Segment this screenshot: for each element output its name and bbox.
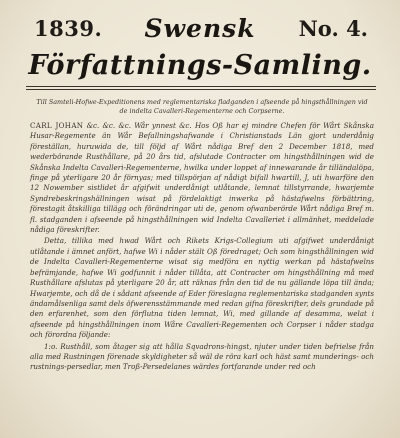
document-body: [30, 98, 374, 373]
king-name: CARL JOHAN: [30, 121, 84, 130]
paragraph-1-text: &c. &c. &c. Wår ynnest &c. Hos Oß har ej mindre Chefen för Wårt Skånska Husar-Regemente än Wår Befallningshafwande i Christianstads Län gjort underdånig föreställan, huruwida de, till följd af Wårt nådiga Bref den 2 December 1818, med wederbörande Rusthållare, på 20 års tid, afslutade Contracter om hingsthållningen wid de Skånska Indelta Cavalleri-Regementerne, hwilka under loppet af innewarande år tilländalöpa, finge på yterligare 20 år förnyas; med tillspörjan af nådigt bifall hwartill, J, uti hwarföre den 12 Nowember sistlidet år afgifwit underdånigt utlåtande, lemnat tillstyrrande, hwarjemte Syndrebeskringshällningen wisat på fördelaktigt inwerka på hästafwelns förbättring, förestagit åtskilliga tillägg och förändringar uti de, genom ofwanberörde Wårt nådiga Bref m. fl. stadganden i afseende på hingsthållningen wid Indelta Cavalleriet i allmänhet, meddelade nådiga föreskrifter.: [30, 121, 374, 235]
issue-year: 1839.: [34, 16, 103, 41]
title-rule-top: [26, 86, 376, 87]
paragraph-2: Detta, tillika med hwad Wårt och Rikets Krigs-Collegium uti afgifwet underdånigt utlåtande i ämnet anfört, hafwe Wi i nåder stält Oß föredraget; Och som hingsthållningen wid de Indelta Cavalleri-Regementerne wisat sig medföra en nyttig werkan på hästafwelns befrämjande, hafwe Wi godfunnit i nåder tillåta, att Contracter om hingsthållning må med Rusthållare afslutas på yterligare 20 år, att räknas från den tid de nu gällande löpa till ända; Hwarjemte, och då de i sådant afseende af Eder föreslagna reglementariska stadganden synts ändamålsenliga samt dels öfwerensstämmande med redan gifna föreskrifter, dels grundade på den erfarenhet, som den förflutna tiden lemnat, Wi, med gillande af desamma, welat i afseende på hingsthållningen inom Wåre Cavalleri-Regementen och Corpser i nåder stadga och förordna följande:: [30, 236, 374, 340]
ingress-text: Till Samteli-Hofwe-Expeditionens med reglementariska fladganden i afseende på hingsthållningen vid de indelta Cavalleri-Regementerne och Corpserne.: [36, 98, 368, 115]
paragraph-1: [30, 121, 374, 235]
title-rule-bottom: [26, 89, 376, 90]
title-line-1: Swensk: [144, 14, 256, 43]
issue-number: No. 4.: [298, 16, 368, 41]
paragraph-3: 1:o. Rusthåll, som åtager sig att hålla Sqvadrons-hingst, njuter under tiden befrielse från alla med Rustningen förenade skyldigheter så wäl de röra karl och häst samt munderings- och rustnings-persedlar, men Troß-Persedelanes wärdes fortfarande under red och: [30, 341, 374, 372]
title-line-2: Författnings-Samling.: [28, 50, 372, 81]
